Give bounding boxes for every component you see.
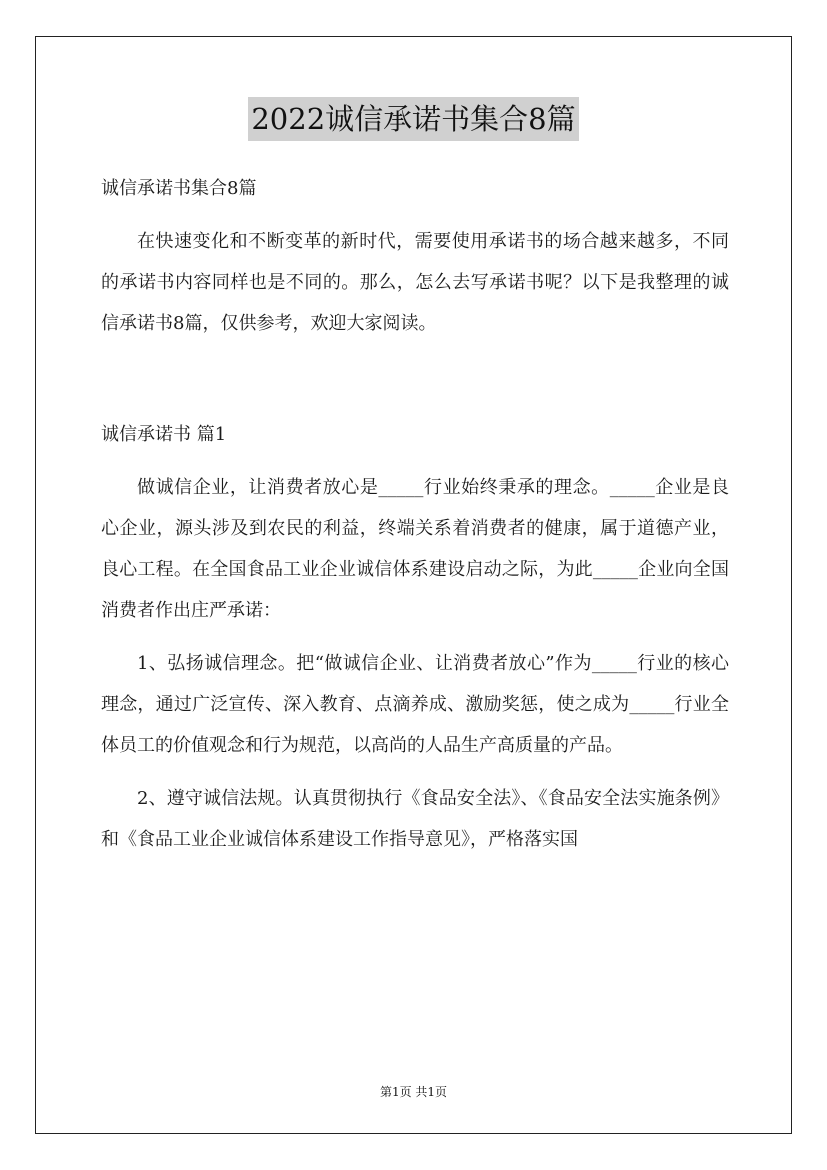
page-footer: 第1页 共1页	[379, 1085, 448, 1099]
spacer	[101, 344, 729, 414]
subtitle: 诚信承诺书集合8篇	[101, 178, 257, 199]
paragraph-2: 1、弘扬诚信理念。把“做诚信企业、让消费者放心”作为_____行业的核心理念，通过广泛宣传、深入教育、点滴养成、激励奖惩，使之成为_____行业全体员工的价值观念和行为规范，以高尚的人品生产高质量的产品。	[101, 653, 729, 756]
spacer	[101, 209, 729, 221]
paragraph-3: 2、遵守诚信法规。认真贯彻执行《食品安全法》、《食品安全法实施条例》和《食品工业企业诚信体系建设工作指导意见》，严格落实国	[101, 788, 729, 850]
spacer	[101, 455, 729, 467]
spacer	[101, 631, 729, 643]
paragraph-1: 做诚信企业，让消费者放心是_____行业始终秉承的理念。_____企业是良心企业，源头涉及到农民的利益，终端关系着消费者的健康，属于道德产业，良心工程。在全国食品工业企业诚信体系建设启动之际，为此_____企业向全国消费者作出庄严承诺：	[101, 477, 729, 621]
intro-paragraph: 在快速变化和不断变革的新时代，需要使用承诺书的场合越来越多，不同的承诺书内容同样也是不同的。那么，怎么去写承诺书呢？以下是我整理的诚信承诺书8篇，仅供参考，欢迎大家阅读。	[101, 231, 729, 334]
title-wrapper	[0, 97, 827, 141]
document-body	[101, 168, 729, 860]
section-heading: 诚信承诺书 篇1	[101, 424, 227, 445]
spacer	[101, 766, 729, 778]
document-title: 2022诚信承诺书集合8篇	[248, 97, 578, 141]
